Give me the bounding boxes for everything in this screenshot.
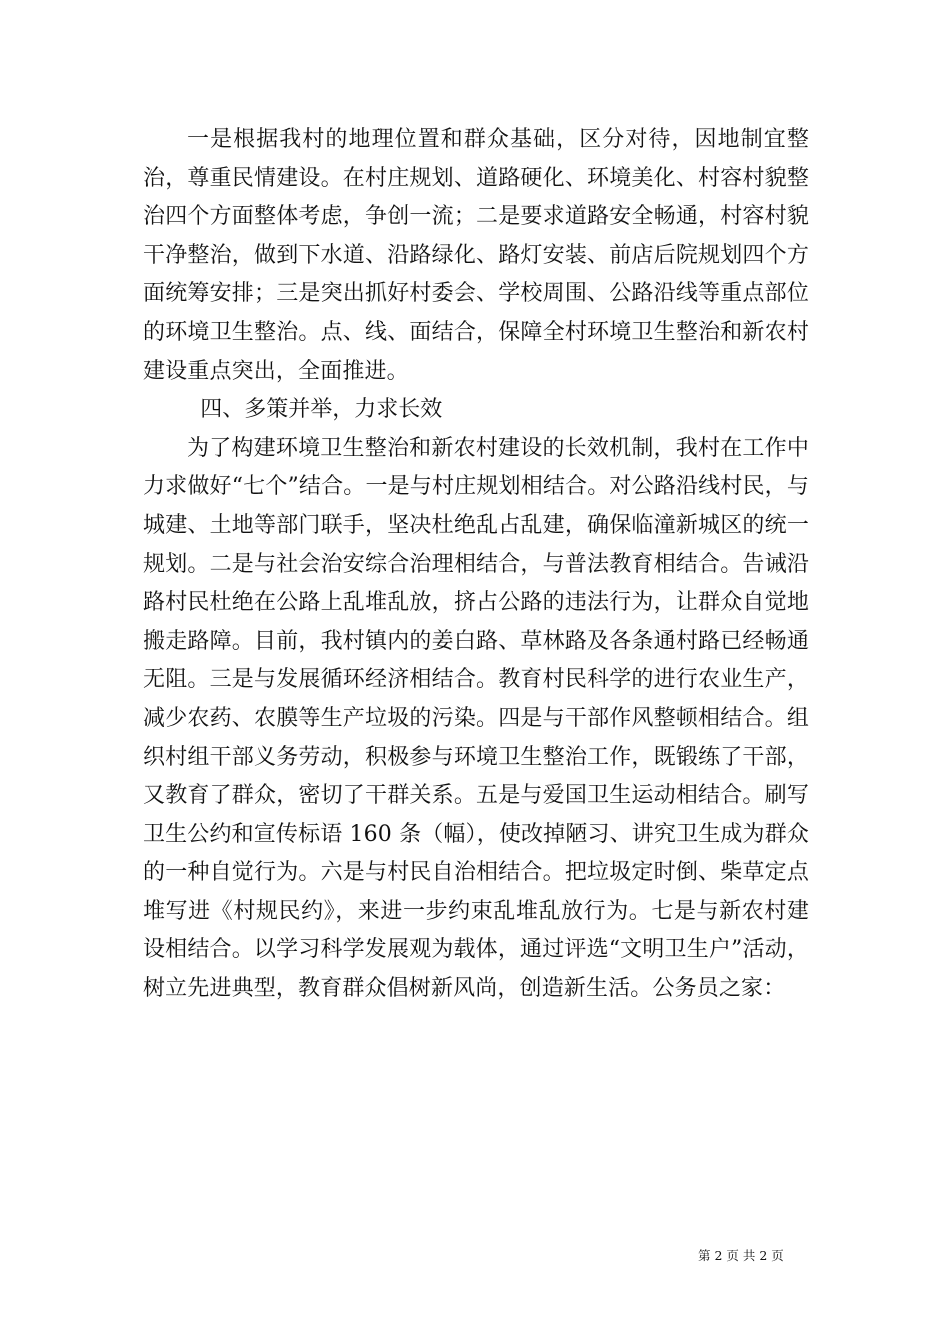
page-number-footer: 第 2 页 共 2 页 [698,1248,784,1263]
section-heading: 四、多策并举，力求长效 [200,397,443,423]
document-body [143,121,809,1009]
paragraph-seven-combinations: 为了构建环境卫生整治和新农村建设的长效机制，我村在工作中力求做好“七个”结合。一是与村庄规划相结合。对公路沿线村民，与城建、土地等部门联手，坚决杜绝乱占乱建，确保临潼新城区的统一规划。二是与社会治安综合治理相结合，与普法教育相结合。告诫沿路村民杜绝在公路上乱堆乱放，挤占公路的违法行为，让群众自觉地搬走路障。目前，我村镇内的姜白路、草林路及各条通村路已经畅通无阻。三是与发展循环经济相结合。教育村民科学的进行农业生产，减少农药、农膜等生产垃圾的污染。四是与干部作风整顿相结合。组织村组干部义务劳动，积极参与环境卫生整治工作，既锻练了干部，又教育了群众，密切了干群关系。五是与爱国卫生运动相结合。刷写卫生公约和宣传标语 160 条（幅），使改掉陋习、讲究卫生成为群众的一种自觉行为。六是与村民自治相结合。把垃圾定时倒、柴草定点堆写进《村规民约》，来进一步约束乱堆乱放行为。七是与新农村建设相结合。以学习科学发展观为载体，通过评选“文明卫生户”活动，树立先进典型，教育群众倡树新风尚，创造新生活。公务员之家： [143,435,809,1002]
paragraph-rectification-plan: 一是根据我村的地理位置和群众基础，区分对待，因地制宜整治，尊重民情建设。在村庄规划、道路硬化、环境美化、村容村貌整治四个方面整体考虑，争创一流；二是要求道路安全畅通，村容村貌干净整治，做到下水道、沿路绿化、路灯安装、前店后院规划四个方面统筹安排；三是突出抓好村委会、学校周围、公路沿线等重点部位的环境卫生整治。点、线、面结合，保障全村环境卫生整治和新农村建设重点突出，全面推进。 [143,127,809,384]
